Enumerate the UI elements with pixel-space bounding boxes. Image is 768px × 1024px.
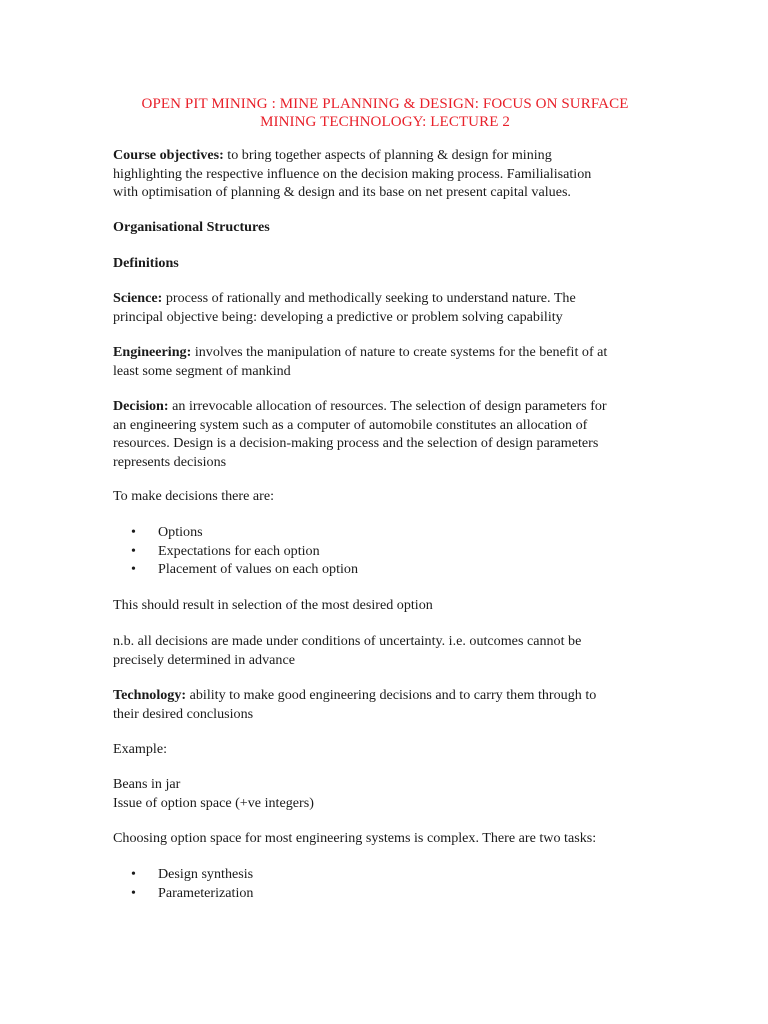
- result-block: [113, 596, 658, 615]
- choosing-text: Choosing option space for most engineering systems is complex. There are two tasks:: [113, 830, 597, 846]
- technology-line-1: ability to make good engineering decisions and to carry them through to: [186, 687, 597, 703]
- science-line-2: principal objective being: developing a predictive or problem solving capability: [113, 308, 563, 325]
- course-objectives-line-1: to bring together aspects of planning & design for mining: [223, 147, 552, 163]
- bullet-icon: •: [131, 561, 136, 577]
- title-line-2: MINING TECHNOLOGY: LECTURE 2: [260, 114, 510, 130]
- organisational-heading-block: [113, 218, 658, 237]
- science-paragraph: [113, 289, 658, 326]
- organisational-structures-heading: Organisational Structures: [113, 219, 270, 235]
- definitions-heading: Definitions: [113, 255, 179, 271]
- engineering-paragraph: [113, 343, 658, 380]
- decision-line-1: an irrevocable allocation of resources. The selection of design parameters for: [168, 398, 607, 414]
- to-make-decisions-block: [113, 487, 658, 506]
- decision-line-2: an engineering system such as a computer of automobile constitutes an allocation of: [113, 416, 588, 433]
- result-text: This should result in selection of the most desired option: [113, 597, 433, 613]
- bullet-text-parameterization: Parameterization: [158, 885, 254, 901]
- choosing-block: [113, 829, 658, 848]
- nb-paragraph: [113, 632, 658, 669]
- beans-line-1: Beans in jar: [113, 776, 181, 792]
- decision-paragraph: [113, 397, 658, 471]
- example-block: [113, 740, 658, 759]
- bullet-icon: •: [131, 543, 136, 559]
- definitions-heading-block: [113, 254, 658, 273]
- decision-line-3: resources. Design is a decision-making process and the selection of design parameters: [113, 435, 599, 452]
- technology-label: Technology:: [113, 687, 187, 703]
- bullet-icon: •: [131, 866, 136, 882]
- decision-line-4: represents decisions: [113, 453, 227, 470]
- nb-line-2: precisely determined in advance: [113, 651, 295, 668]
- technology-line-2: their desired conclusions: [113, 705, 254, 722]
- to-make-decisions-text: To make decisions there are:: [113, 488, 275, 504]
- bullet-icon: •: [131, 524, 136, 540]
- bullet-text-placement: Placement of values on each option: [158, 561, 358, 577]
- bullet-icon: •: [131, 885, 136, 901]
- engineering-line-1: involves the manipulation of nature to create systems for the benefit of at: [191, 344, 608, 360]
- course-objectives-line-3: with optimisation of planning & design and its base on net present capital values.: [113, 184, 571, 201]
- beans-line-2: Issue of option space (+ve integers): [113, 794, 314, 811]
- science-line-1: process of rationally and methodically seeking to understand nature. The: [162, 290, 576, 306]
- bullet-text-options: Options: [158, 524, 203, 540]
- course-objectives-label: Course objectives:: [113, 147, 224, 163]
- document-title: [90, 95, 680, 131]
- nb-line-1: n.b. all decisions are made under conditions of uncertainty. i.e. outcomes cannot be: [113, 633, 582, 649]
- engineering-line-2: least some segment of mankind: [113, 362, 291, 379]
- science-label: Science:: [113, 290, 163, 306]
- bullet-text-expectations: Expectations for each option: [158, 543, 320, 559]
- engineering-label: Engineering:: [113, 344, 192, 360]
- course-objectives-paragraph: [113, 146, 658, 202]
- decision-label: Decision:: [113, 398, 169, 414]
- title-line-1: OPEN PIT MINING : MINE PLANNING & DESIGN: FOCUS ON SURFACE: [141, 96, 629, 112]
- bullet-text-design-synthesis: Design synthesis: [158, 866, 254, 882]
- course-objectives-line-2: highlighting the respective influence on the decision making process. Familialisation: [113, 165, 592, 182]
- example-text: Example:: [113, 741, 168, 757]
- technology-paragraph: [113, 686, 658, 723]
- beans-paragraph: [113, 775, 658, 812]
